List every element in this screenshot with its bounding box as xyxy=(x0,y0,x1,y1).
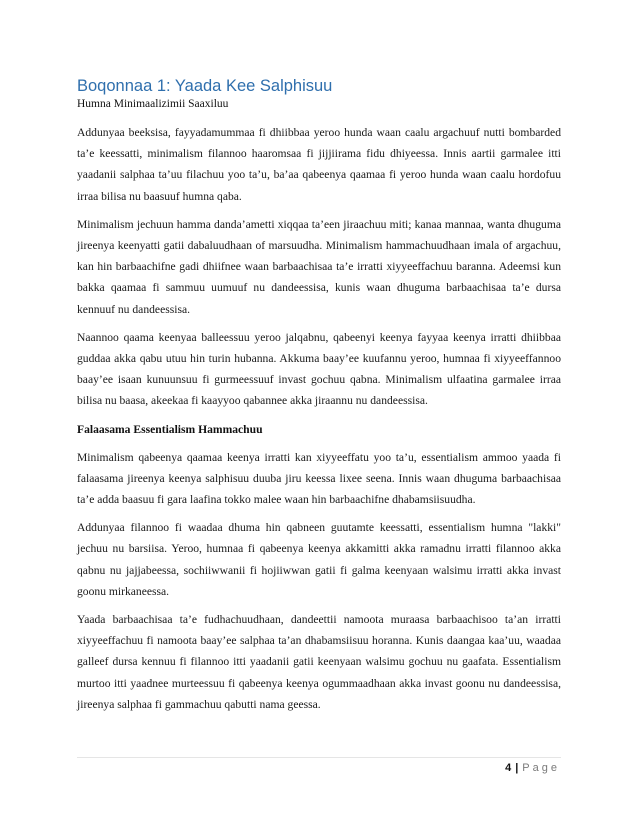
paragraph: Yaada barbaachisaa ta’e fudhachuudhaan, dandeettii namoota muraasa barbaachisoo ta’an irratti xiyyeeffachuu fi namoota baay’ee salphaa ta’an dhabamsiisuu horanna. Kunis daangaa kaa’uu, waadaa galleef dursa kennuu fi filannoo itti yaadanii gatii keenyaan walsimu gochuu nu gaafata. Essentialism murtoo itti yaadnee murteessuu fi qabeenya keenya ogummaadhaan akka invast goonu nu dandeessisa, jireenya salphaa fi gammachuu qabutti nama geessa. xyxy=(77,613,561,711)
footer-divider xyxy=(77,757,561,758)
footer-separator: | xyxy=(515,762,519,774)
paragraph: Minimalism qabeenya qaamaa keenya irratti kan xiyyeeffatu yoo ta’u, essentialism ammoo yaada fi falaasama jireenya keenya salphisuu duuba jiru keessa lixee seena. Innis waan dhuguma barbaachisaa ta’e adda baasuu fi gara laafina tokko malee waan hin barbaachifne dhabamsiisuudha. xyxy=(77,450,561,507)
paragraph: Minimalism jechuun hamma danda’ametti xiqqaa ta’een jiraachuu miti; kanaa mannaa, wanta dhuguma jireenya keenyatti gatii dabaluudhaan of marsuudha. Minimalism hammachuudhaan imala of argachuu, kan hin barbaachifne gadi dhiifnee waan barbaachisaa ta’e irratti xiyyeeffachuu baranna. Adeemsi kun bakka qaamaa fi sammuu uumuuf nu dandeessisa, kunis waan dhuguma barbaachisaa ta’e dursa kennuuf nu dandeessisa. xyxy=(77,217,561,316)
paragraph: Addunyaa beeksisa, fayyadamummaa fi dhiibbaa yeroo hunda waan caalu argachuuf nutti bombarded ta’e keessatti, minimalism filannoo haaromsaa fi jijjiirama fidu dhiyeessa. Innis aartii garmalee itti yaadanii salphaa ta’uu filachuu yoo ta’u, ba’aa qabeenya qaamaa fi yeroo hunda waan caalu hordofuu irraa bilisa nu baasuuf humna qaba. xyxy=(77,126,561,203)
page-content xyxy=(77,76,561,722)
page-label: Page xyxy=(522,762,560,774)
chapter-subtitle: Humna Minimaalizimii Saaxiluu xyxy=(77,98,229,110)
page-number: 4 xyxy=(505,762,512,774)
page-footer xyxy=(505,762,560,774)
paragraph: Naannoo qaama keenyaa balleessuu yeroo jalqabnu, qabeenyi keenya fayyaa keenya irratti dhiibbaa guddaa akka qabu utuu hin turin hubanna. Akkuma baay’ee kuufannu yeroo, humnaa fi xiyyeeffannoo baay’ee isaan kunuunsuu fi gurmeessuuf invast gochuu qabna. Minimalism ulfaatina garmalee irraa bilisa nu baasa, akeekaa fi kaayyoo qabannee akka jiraannu nu dandeessisa. xyxy=(77,330,561,408)
chapter-title: Boqonnaa 1: Yaada Kee Salphisuu xyxy=(77,77,333,95)
section-heading: Falaasama Essentialism Hammachuu xyxy=(77,422,263,436)
paragraph: Addunyaa filannoo fi waadaa dhuma hin qabneen guutamte keessatti, essentialism humna "lakki" jechuu nu barsiisa. Yeroo, humnaa fi qabeenya keenya akkamitti akka ramadnu irratti filannoo akka qabnu nu jajjabeessa, sochiiwwanii fi hojiiwwan gatii fi galma keenyaan walsimu irratti akka invast goonu mirkaneessa. xyxy=(77,521,561,598)
